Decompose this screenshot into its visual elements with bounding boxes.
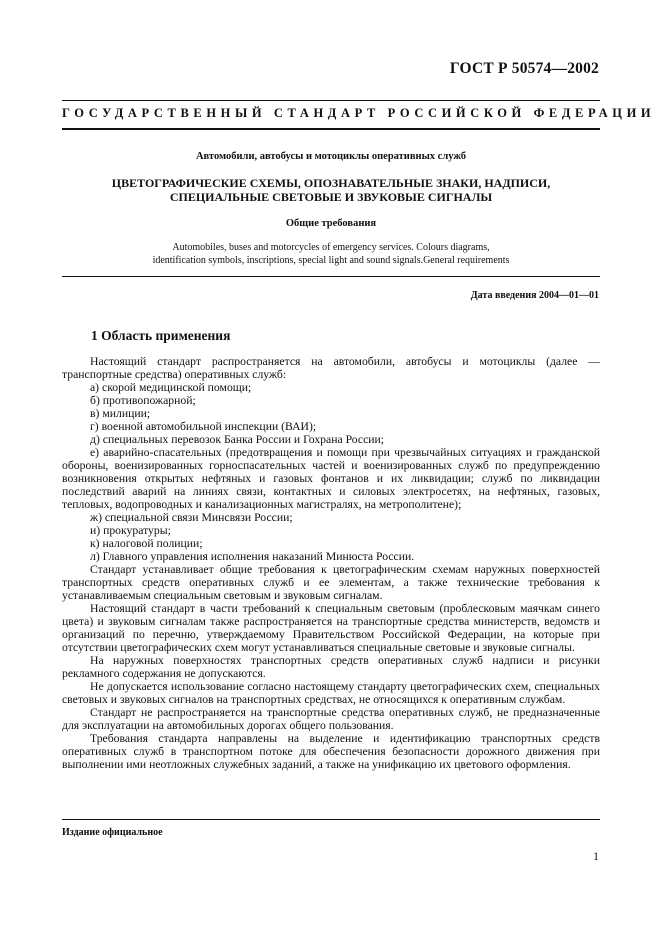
paragraph: Настоящий стандарт распространяется на автомобили, автобусы и мотоциклы (далее — транспортные средства) оперативных служб: xyxy=(62,355,600,381)
list-item: ж) специальной связи Минсвязи России; xyxy=(90,511,293,524)
list-item: д) специальных перевозок Банка России и Гохрана России; xyxy=(90,433,385,446)
paragraph: Требования стандарта направлены на выделение и идентификацию транспортных средств оперативных служб в транспортном потоке для обеспечения безопасности дорожного движения при выполнении ими неотложных служебных заданий, а также на унификацию их цветового оформления. xyxy=(62,732,600,771)
main-title-line-2: СПЕЦИАЛЬНЫЕ СВЕТОВЫЕ И ЗВУКОВЫЕ СИГНАЛЫ xyxy=(169,190,493,204)
paragraph: Стандарт устанавливает общие требования к цветографическим схемам наружных поверхностей транспортных средств оперативных служб и ее элементам, а также технические требования к устанавливаемым специальным световым и звуковым сигналам. xyxy=(62,563,600,602)
document-subtitle: Автомобили, автобусы и мотоциклы оперативных служб xyxy=(195,151,467,162)
english-title-line-2: identification symbols, inscriptions, special light and sound signals.General requirements xyxy=(152,255,510,266)
list-item: и) прокуратуры; xyxy=(90,524,171,537)
introduction-date: Дата введения 2004—01—01 xyxy=(470,290,599,301)
paragraph: Настоящий стандарт в части требований к специальным световым (проблесковым маячкам синего цвета) и звуковым сигналам также распространяется на транспортные средства министерств, ведомств и организаций по перечню, утверждаемому Правительством Российской Федерации, на которые при отсутствии цветографических схем могут устанавливаться специальные световые и звуковые сигналы. xyxy=(62,602,600,654)
list-item: г) военной автомобильной инспекции (ВАИ); xyxy=(90,420,317,433)
main-title-line-1: ЦВЕТОГРАФИЧЕСКИЕ СХЕМЫ, ОПОЗНАВАТЕЛЬНЫЕ ЗНАКИ, НАДПИСИ, xyxy=(111,176,551,190)
list-item: к) налоговой полиции; xyxy=(90,537,203,550)
list-item: е) аварийно-спасательных (предотвращения и помощи при чрезвычайных ситуациях и гражданской обороны, военизированных горноспасательных частей и военизированных служб по предупреждению возникновения открытых нефтяных и газовых фонтанов и их ликвидации; служб по ликвидации последствий аварий на линиях связи, контактных и силовых электросетях, на нефтяных, газовых, тепловых, водопроводных и канализационных магистралях, на метрополитене); xyxy=(62,446,600,511)
gost-code: ГОСТ Р 50574—2002 xyxy=(449,60,599,77)
page-number: 1 xyxy=(593,849,599,863)
list-item: б) противопожарной; xyxy=(90,394,196,407)
edition-label: Издание официальное xyxy=(62,827,163,838)
list-item: а) скорой медицинской помощи; xyxy=(90,381,252,394)
section-heading: 1 Область применения xyxy=(91,328,231,343)
document-main-title xyxy=(62,176,600,204)
english-title-line-1: Automobiles, buses and motorcycles of emergency services. Colours diagrams, xyxy=(172,242,490,253)
state-standard-title: ГОСУДАРСТВЕННЫЙ СТАНДАРТ РОССИЙСКОЙ ФЕДЕРАЦИИ xyxy=(62,106,656,120)
english-title xyxy=(62,241,600,267)
title-rule xyxy=(62,276,600,277)
paragraph: Стандарт не распространяется на транспортные средства оперативных служб, не предназначенные для эксплуатации на автомобильных дорогах общего пользования. xyxy=(62,706,600,732)
section-body xyxy=(62,355,600,771)
list-item: л) Главного управления исполнения наказаний Минюста России. xyxy=(90,550,415,563)
footer-rule xyxy=(62,819,600,820)
paragraph: На наружных поверхностях транспортных средств оперативных служб надписи и рисунки рекламного содержания не допускаются. xyxy=(62,654,600,680)
list-item: в) милиции; xyxy=(90,407,151,420)
paragraph: Не допускается использование согласно настоящему стандарту цветографических схем, специальных световых и звуковых сигналов на транспортных средствах, не относящихся к оперативным службам. xyxy=(62,680,600,706)
header-rule-top xyxy=(62,100,600,101)
general-requirements-label: Общие требования xyxy=(285,218,377,229)
header-rule-bottom xyxy=(62,128,600,130)
